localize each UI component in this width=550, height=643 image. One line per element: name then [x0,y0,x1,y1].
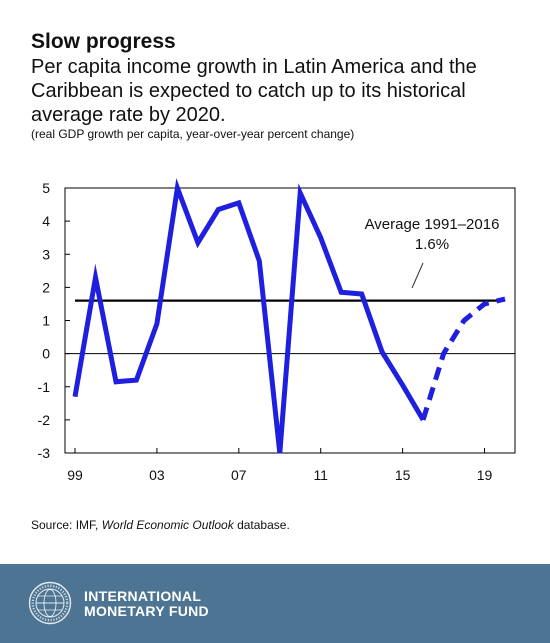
y-tick-label: 5 [42,180,50,196]
org-name [84,589,209,619]
chart-title: Slow progress [31,30,176,53]
y-tick-label: 3 [42,246,50,263]
x-tick-label: 11 [313,467,328,483]
y-tick-label: 4 [42,213,50,230]
source-publication: World Economic Outlook [101,518,234,532]
imf-seal-icon [28,581,72,625]
x-tick-label: 99 [67,467,83,483]
average-annotation-value: 1.6% [414,236,450,253]
chart-unit-note: (real GDP growth per capita, year-over-year percent change) [31,127,355,141]
y-tick-label: -1 [37,378,50,395]
projection-series-line [423,299,505,420]
source-note [31,518,290,532]
average-annotation-label: Average 1991–2016 [364,216,500,233]
footer-bar [0,564,550,643]
y-tick-label: 1 [42,312,50,329]
x-tick-label: 07 [231,467,247,483]
annotation-pointer-line [412,263,423,288]
y-tick-label: -2 [37,411,50,428]
chart-subtitle: Per capita income growth in Latin America and the Caribbean is expected to catch up to its historical average rate by 2020. [31,56,477,126]
line-chart [0,170,550,500]
y-tick-label: 0 [42,345,50,362]
y-tick-label: -3 [37,445,50,461]
x-tick-label: 03 [149,467,165,483]
source-suffix: database. [233,518,290,532]
org-name-line1: INTERNATIONAL [84,588,202,604]
source-prefix: Source: IMF, [31,518,102,532]
org-name-line2: MONETARY FUND [84,603,209,619]
y-tick-label: 2 [42,279,50,296]
x-tick-label: 19 [476,467,493,483]
x-tick-label: 15 [394,467,411,483]
